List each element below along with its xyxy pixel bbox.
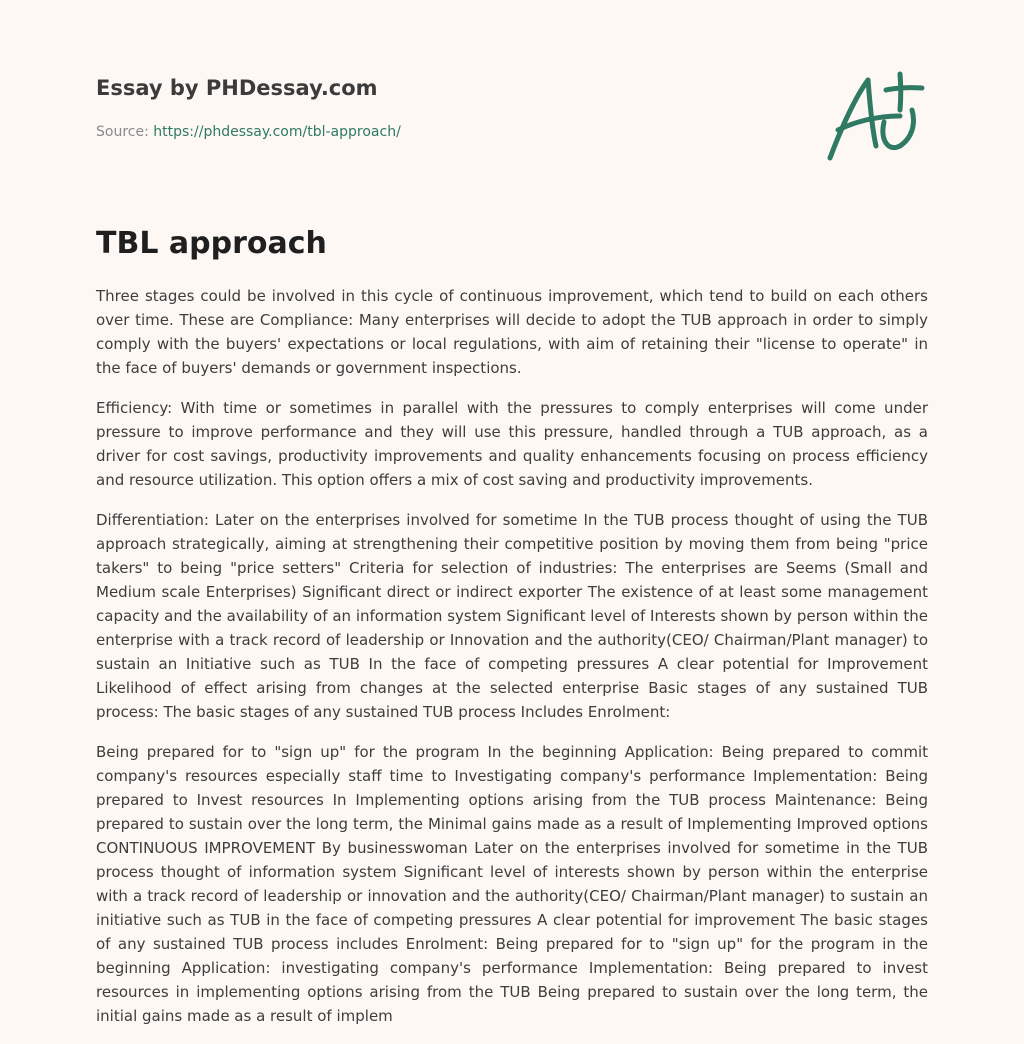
- site-title: Essay by PHDessay.com: [96, 76, 378, 100]
- page-header: [96, 0, 928, 180]
- source-line: [96, 124, 401, 140]
- essay-paragraph: Efficiency: With time or sometimes in parallel with the pressures to comply enterprises will come under pressure to improve performance and they will use this pressure, handled through a TUB approach, as a driver for cost savings, productivity improvements and quality enhancements focusing on process efficiency and resource utilization. This option offers a mix of cost saving and productivity improvements.: [96, 399, 928, 489]
- essay-paragraph: Being prepared for to "sign up" for the program In the beginning Application: Being prepared to commit company's resources especially staff time to Investigating company's performance Implementation: Being prepared to Invest resources In Implementing options arising from the TUB process Maintenance: Being prepared to sustain over the long term, the Minimal gains made as a result of Implementing Improved options CONTINUOUS IMPROVEMENT By businesswoman Later on the enterprises involved for sometime in the TUB process thought of information system Significant level of interests shown by person within the enterprise with a track record of leadership or innovation and the authority(CEO/ Chairman/Plant manager) to sustain an initiative such as TUB in the face of competing pressures A clear potential for improvement The basic stages of any sustained TUB process includes Enrolment: Being prepared for to "sign up" for the program in the beginning Application: investigating company's performance Implementation: Being prepared to invest resources in implementing options arising from the TUB Being prepared to sustain over the long term, the initial gains made as a result of implem: [96, 743, 928, 1025]
- essay-paragraph: Three stages could be involved in this cycle of continuous improvement, which tend to build on each others over time. These are Compliance: Many enterprises will decide to adopt the TUB approach in order to simply comply with the buyers' expectations or local regulations, with aim of retaining their "license to operate" in the face of buyers' demands or government inspections.: [96, 287, 928, 377]
- essay-body: [96, 284, 928, 1044]
- source-label: Source:: [96, 124, 149, 140]
- essay-title: TBL approach: [96, 226, 327, 261]
- a-plus-logo-icon: [824, 66, 928, 166]
- essay-paragraph: Differentiation: Later on the enterprises involved for sometime In the TUB process thought of using the TUB approach strategically, aiming at strengthening their competitive position by moving them from being "price takers" to being "price setters" Criteria for selection of industries: The enterprises are Seems (Small and Medium scale Enterprises) Significant direct or indirect exporter The existence of at least some management capacity and the availability of an information system Significant level of Interests shown by person within the enterprise with a track record of leadership or Innovation and the authority(CEO/ Chairman/Plant manager) to sustain an Initiative such as TUB In the face of competing pressures A clear potential for Improvement Likelihood of effect arising from changes at the selected enterprise Basic stages of any sustained TUB process: The basic stages of any sustained TUB process Includes Enrolment:: [96, 511, 928, 721]
- source-link[interactable]: https://phdessay.com/tbl-approach/: [153, 124, 401, 140]
